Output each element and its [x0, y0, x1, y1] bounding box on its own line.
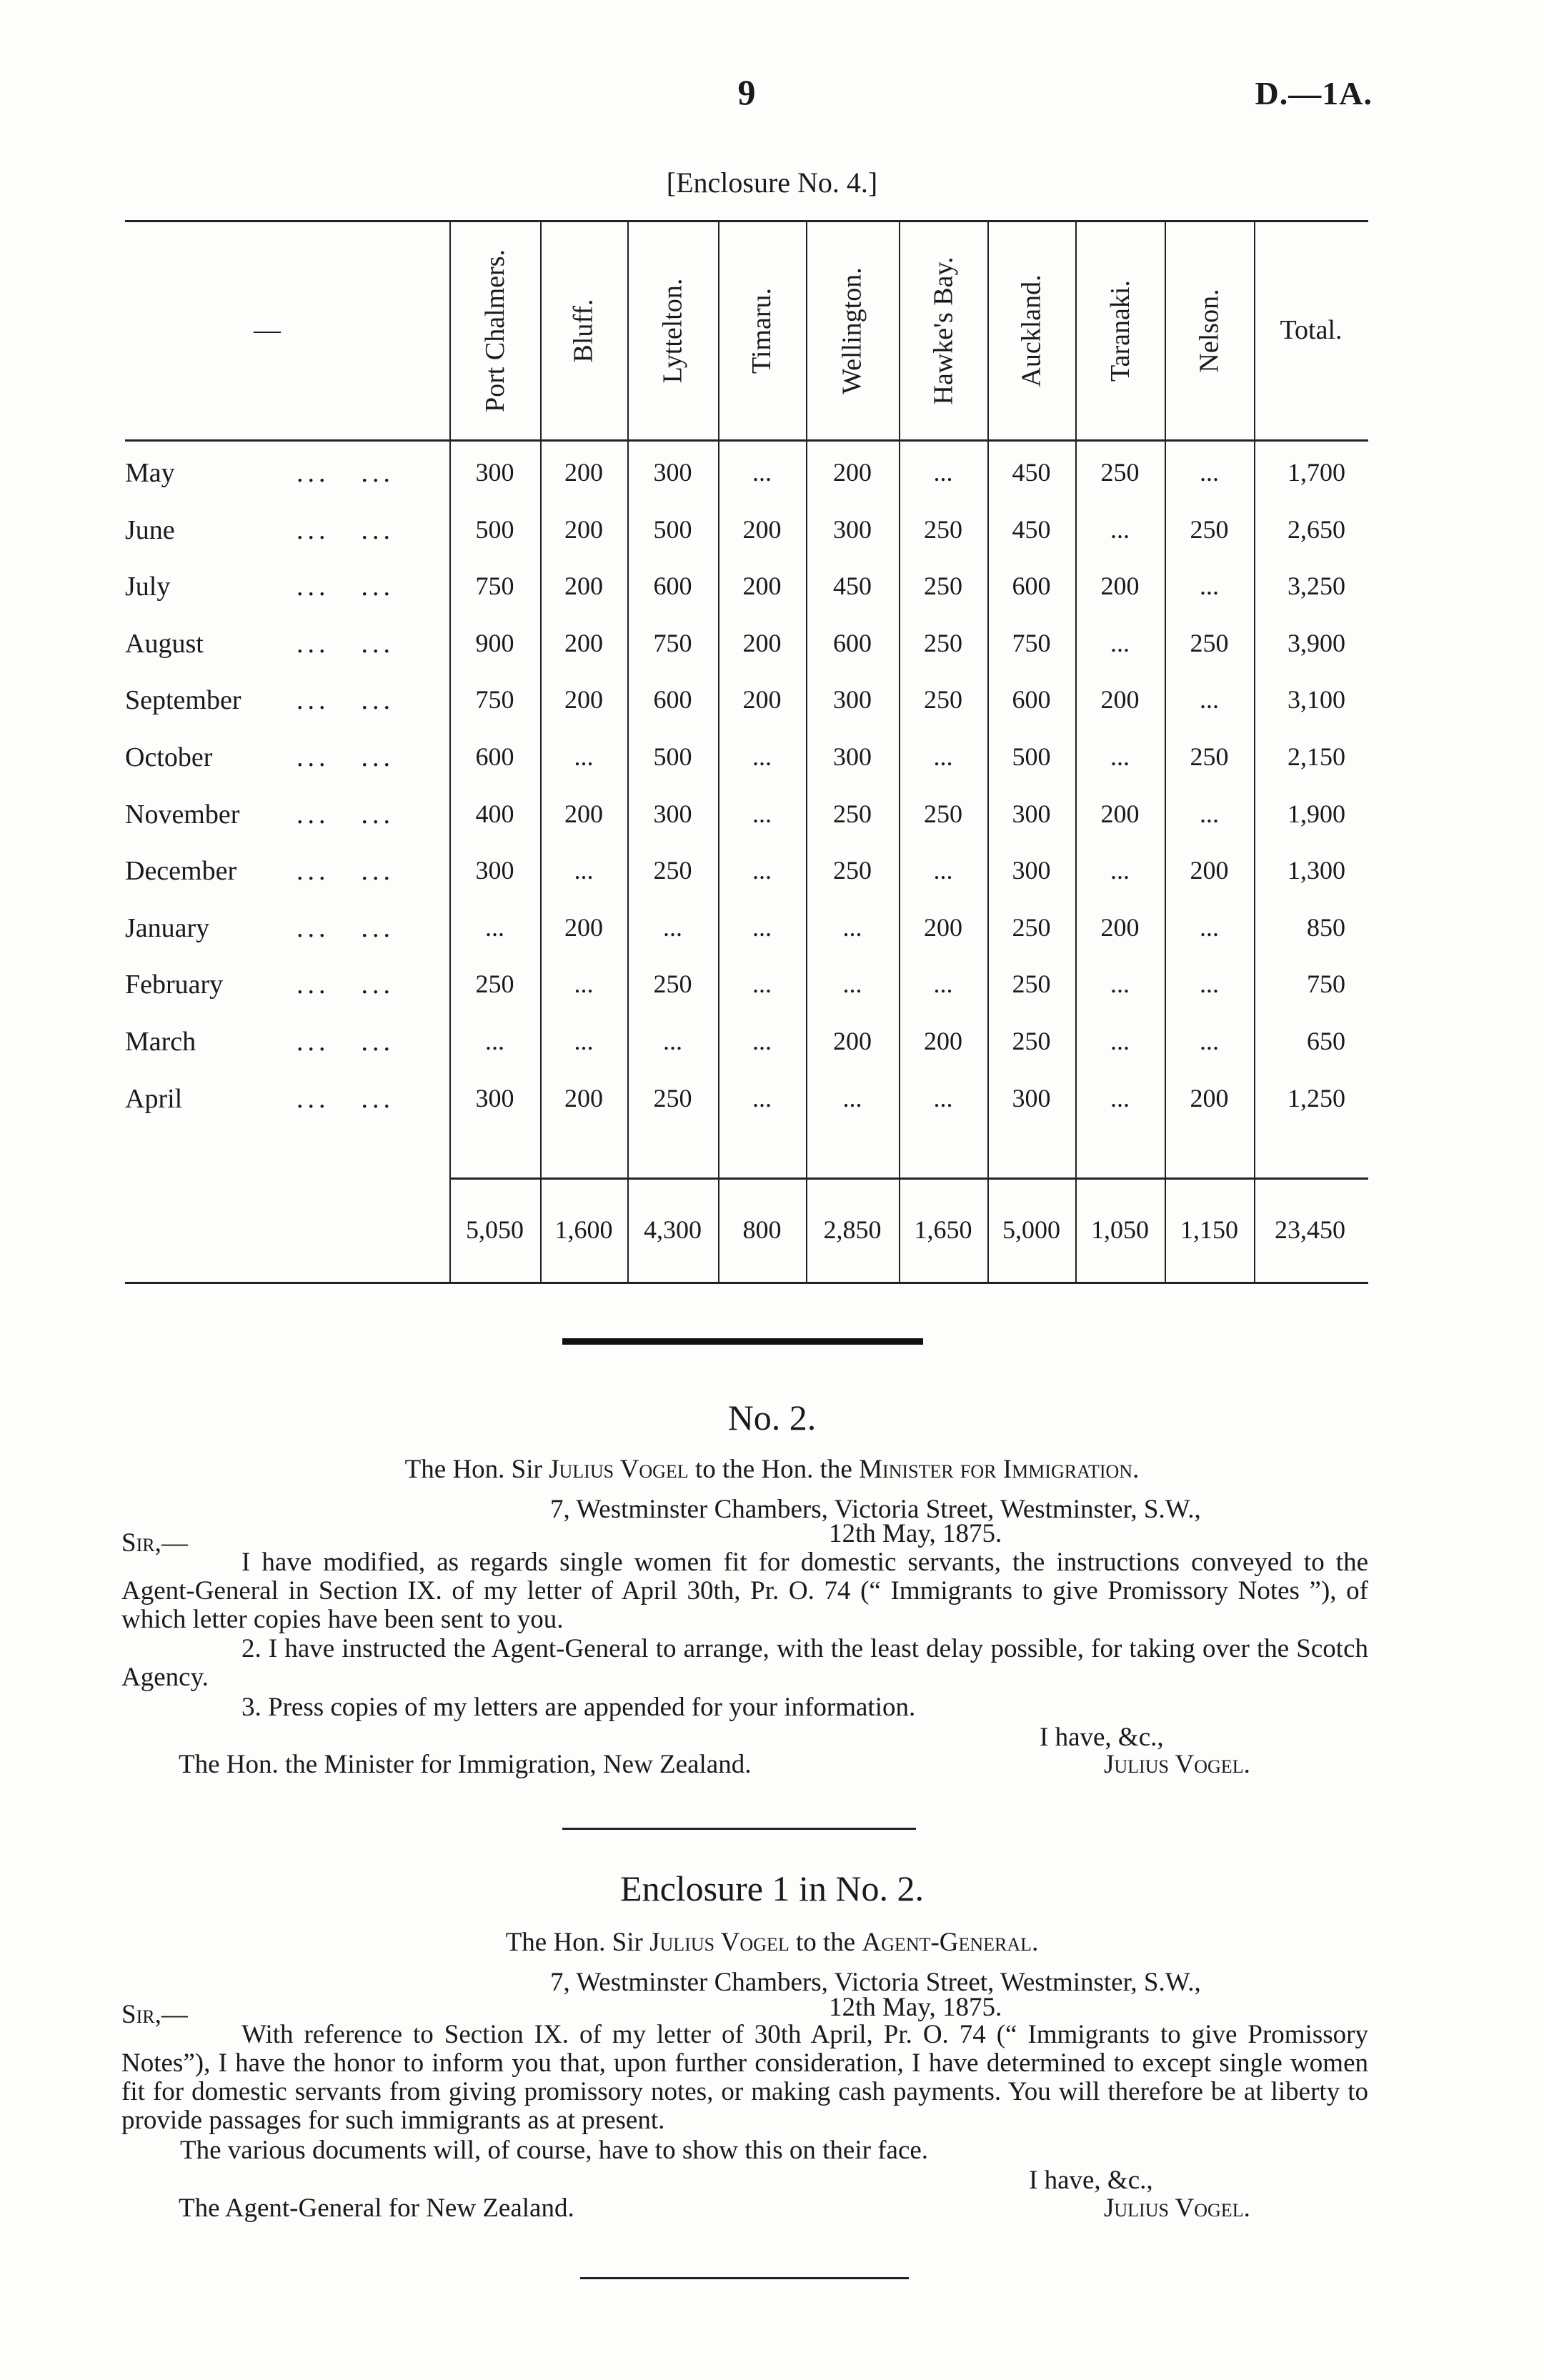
column-divider: [1165, 220, 1166, 1282]
row-total-cell: 2,150: [1288, 742, 1345, 771]
table-cell: ...: [1110, 742, 1130, 771]
letter1-heading: No. 2.: [727, 1398, 817, 1438]
table-cell: 750: [475, 685, 514, 715]
table-cell: 250: [1012, 1027, 1051, 1055]
table-cell: 250: [1012, 970, 1051, 999]
table-cell: 200: [564, 912, 603, 942]
table-cell: ...: [752, 742, 772, 771]
column-header: Hawke's Bay.: [928, 257, 958, 405]
table-cell: ...: [1200, 799, 1219, 828]
table-header-rule: [125, 439, 1368, 442]
table-cell: ...: [1200, 912, 1219, 942]
table-cell: ...: [933, 1083, 953, 1112]
table-cell: 200: [564, 1083, 603, 1112]
column-divider: [540, 220, 542, 1282]
table-cell: 200: [564, 685, 603, 715]
table-cell: ...: [933, 458, 953, 487]
table-cell: ...: [663, 1027, 682, 1055]
table-cell: 750: [1012, 628, 1051, 657]
table-cell: 600: [833, 628, 872, 657]
table-sum-rule: [449, 1177, 1368, 1180]
column-header: Bluff.: [569, 299, 599, 363]
table-cell: 250: [1012, 912, 1051, 942]
column-header: Lyttelton.: [657, 278, 688, 384]
table-cell: ...: [1200, 685, 1219, 715]
document-reference: D.—1A.: [1255, 75, 1373, 111]
table-cell: ...: [485, 912, 504, 942]
table-cell: 200: [1100, 685, 1140, 715]
table-cell: 300: [1012, 856, 1051, 885]
row-month-label: January ... ...: [125, 912, 394, 943]
header-corner-dash: —: [254, 315, 281, 345]
letter2-salutation: Sir,—: [121, 2000, 188, 2029]
table-cell: 500: [475, 514, 514, 544]
table-cell: 250: [924, 514, 962, 544]
row-total-cell: 3,250: [1288, 572, 1345, 601]
sender-name: Julius Vogel: [549, 1455, 689, 1484]
table-cell: 200: [742, 628, 782, 657]
row-month-label: April ... ...: [125, 1083, 394, 1114]
table-cell: 750: [653, 628, 692, 657]
table-cell: ...: [574, 742, 594, 771]
row-month-label: December ... ...: [125, 856, 394, 887]
table-cell: ...: [752, 799, 772, 828]
table-cell: ...: [1110, 1083, 1130, 1112]
row-total-cell: 1,250: [1288, 1083, 1345, 1112]
table-cell: ...: [485, 1027, 504, 1055]
total-column-header: Total.: [1280, 315, 1343, 345]
table-cell: ...: [1200, 458, 1219, 487]
table-cell: 450: [833, 572, 872, 601]
table-cell: 300: [1012, 799, 1051, 828]
column-total-cell: 1,600: [554, 1215, 613, 1244]
table-cell: 600: [1012, 572, 1051, 601]
table-cell: ...: [1110, 514, 1130, 544]
letter1-signature: Julius Vogel.: [1104, 1750, 1250, 1779]
column-header: Nelson.: [1194, 289, 1225, 373]
row-total-cell: 1,900: [1288, 799, 1345, 828]
table-cell: 200: [833, 1027, 872, 1055]
row-total-cell: 750: [1307, 970, 1345, 999]
column-header: Port Chalmers.: [479, 249, 510, 412]
table-cell: 200: [564, 514, 603, 544]
table-cell: 500: [653, 742, 692, 771]
column-total-cell: 4,300: [644, 1215, 702, 1244]
table-cell: ...: [574, 1027, 594, 1055]
leader-dots: ... ...: [297, 1083, 394, 1114]
table-cell: 200: [742, 514, 782, 544]
row-month-label: August ... ...: [125, 628, 394, 659]
table-cell: 600: [653, 572, 692, 601]
table-cell: 250: [1190, 514, 1229, 544]
leader-dots: ... ...: [297, 856, 394, 887]
table-cell: 300: [653, 799, 692, 828]
table-cell: 200: [1100, 799, 1140, 828]
column-total-cell: 1,150: [1180, 1215, 1238, 1244]
letter2-signature: Julius Vogel.: [1104, 2194, 1250, 2223]
table-cell: 300: [475, 1083, 514, 1112]
letter1-addressee: The Hon. the Minister for Immigration, New Zealand.: [179, 1750, 752, 1779]
letter2-heading: Enclosure 1 in No. 2.: [620, 1868, 924, 1908]
table-cell: 300: [1012, 1083, 1051, 1112]
table-bottom-rule: [125, 1282, 1368, 1284]
table-cell: 200: [564, 628, 603, 657]
letter2-address: 7, Westminster Chambers, Victoria Street, Westminster, S.W.,: [550, 1968, 1201, 1997]
leader-dots: ... ...: [297, 1027, 394, 1057]
letter2-addressee: The Agent-General for New Zealand.: [179, 2194, 574, 2223]
column-total-cell: 2,850: [823, 1215, 882, 1244]
table-cell: ...: [1110, 970, 1130, 999]
row-total-cell: 1,700: [1288, 458, 1345, 487]
table-cell: ...: [752, 970, 772, 999]
table-cell: 200: [564, 572, 603, 601]
table-cell: 250: [924, 799, 962, 828]
row-month-label: May ... ...: [125, 458, 394, 488]
letter1-date: 12th May, 1875.: [829, 1519, 1002, 1548]
table-cell: 900: [475, 628, 514, 657]
leader-dots: ... ...: [297, 799, 394, 830]
leader-dots: ... ...: [297, 970, 394, 1000]
table-cell: 200: [833, 458, 872, 487]
leader-dots: ... ...: [297, 628, 394, 659]
table-cell: 500: [653, 514, 692, 544]
table-cell: ...: [1200, 572, 1219, 601]
grand-total-cell: 23,450: [1275, 1215, 1345, 1244]
table-cell: ...: [933, 856, 953, 885]
table-cell: 300: [833, 742, 872, 771]
table-cell: 600: [653, 685, 692, 715]
table-cell: 200: [564, 799, 603, 828]
column-header: Auckland.: [1016, 274, 1047, 387]
table-cell: 600: [475, 742, 514, 771]
letter1-salutation: Sir,—: [121, 1528, 188, 1558]
table-cell: ...: [933, 742, 953, 771]
table-cell: 250: [924, 685, 962, 715]
table-cell: 300: [475, 856, 514, 885]
table-cell: ...: [842, 1083, 862, 1112]
table-cell: ...: [1200, 970, 1219, 999]
row-total-cell: 2,650: [1288, 514, 1345, 544]
table-cell: 200: [1190, 1083, 1229, 1112]
column-total-cell: 5,050: [466, 1215, 524, 1244]
letter1-paragraph-1: I have modified, as regards single women fit for domestic servants, the instructions conveyed to the Agent-General in Section IX. of my letter of April 30th, Pr. O. 74 (“ Immigrants to give Promissory Notes ”), of which letter copies have been sent to you.: [121, 1548, 1368, 1634]
row-month-label: February ... ...: [125, 970, 394, 1000]
table-cell: ...: [574, 856, 594, 885]
table-cell: 200: [924, 912, 962, 942]
table-cell: 200: [1190, 856, 1229, 885]
column-total-cell: 1,650: [914, 1215, 972, 1244]
column-divider: [987, 220, 989, 1282]
table-cell: 300: [653, 458, 692, 487]
column-divider: [899, 220, 900, 1282]
table-cell: ...: [1110, 1027, 1130, 1055]
sender-name: Julius Vogel: [649, 1928, 790, 1957]
enclosure-heading: [Enclosure No. 4.]: [666, 166, 878, 199]
table-cell: 200: [1100, 912, 1140, 942]
leader-dots: ... ...: [297, 514, 394, 545]
column-header: Timaru.: [747, 287, 777, 374]
table-cell: 300: [833, 685, 872, 715]
row-total-cell: 3,900: [1288, 628, 1345, 657]
recipient-title: Agent-General: [862, 1928, 1032, 1957]
section-thin-rule-1: [562, 1828, 916, 1830]
table-cell: ...: [842, 970, 862, 999]
letter1-paragraph-3: 3. Press copies of my letters are appended for your information.: [241, 1693, 916, 1722]
table-cell: ...: [752, 458, 772, 487]
table-cell: ...: [933, 970, 953, 999]
column-total-cell: 1,050: [1091, 1215, 1149, 1244]
letter2-paragraph-1: With reference to Section IX. of my letter of 30th April, Pr. O. 74 (“ Immigrants to give Promissory Notes”), I have the honor to inform you that, upon further consideration, I have determined to except single women fit for domestic servants from giving promissory notes, or making cash payments. You will therefore be at liberty to provide passages for such immigrants as at present.: [121, 2020, 1368, 2135]
letter1-closing: I have, &c.,: [1040, 1723, 1164, 1752]
table-top-rule: [125, 220, 1368, 222]
table-cell: ...: [1110, 628, 1130, 657]
leader-dots: ... ...: [297, 912, 394, 943]
table-cell: ...: [1200, 1027, 1219, 1055]
table-cell: 250: [653, 1083, 692, 1112]
letter2-closing: I have, &c.,: [1029, 2166, 1153, 2195]
table-cell: 500: [1012, 742, 1051, 771]
table-cell: 250: [1100, 458, 1140, 487]
row-month-label: September ... ...: [125, 685, 394, 716]
page-number: 9: [737, 72, 756, 112]
recipient-title: Minister for Immigration: [859, 1455, 1133, 1484]
column-header: Wellington.: [837, 267, 868, 394]
table-cell: 250: [1190, 628, 1229, 657]
table-cell: 250: [833, 856, 872, 885]
row-month-label: July ... ...: [125, 572, 394, 602]
table-cell: 200: [1100, 572, 1140, 601]
table-cell: 250: [1190, 742, 1229, 771]
table-cell: 400: [475, 799, 514, 828]
table-cell: 200: [924, 1027, 962, 1055]
table-cell: 300: [475, 458, 514, 487]
table-cell: 250: [833, 799, 872, 828]
table-cell: ...: [752, 1027, 772, 1055]
row-total-cell: 650: [1307, 1027, 1345, 1055]
row-month-label: June ... ...: [125, 514, 394, 545]
table-cell: 750: [475, 572, 514, 601]
table-cell: 250: [653, 856, 692, 885]
letter2-paragraph-2: The various documents will, of course, have to show this on their face.: [180, 2136, 929, 2165]
letter1-paragraph-2: 2. I have instructed the Agent-General to arrange, with the least delay possible, for taking over the Scotch Agency.: [121, 1634, 1368, 1692]
table-cell: ...: [752, 856, 772, 885]
table-cell: 250: [924, 628, 962, 657]
column-total-cell: 5,000: [1002, 1215, 1060, 1244]
table-cell: ...: [574, 970, 594, 999]
row-month-label: March ... ...: [125, 1027, 394, 1057]
row-month-label: October ... ...: [125, 742, 394, 772]
section-thin-rule-2: [580, 2277, 909, 2279]
table-cell: ...: [752, 1083, 772, 1112]
letter1-from-to: The Hon. Sir Julius Vogel to the Hon. the Minister for Immigration.: [404, 1455, 1140, 1484]
table-cell: 200: [742, 572, 782, 601]
row-month-label: November ... ...: [125, 799, 394, 830]
table-cell: ...: [842, 912, 862, 942]
column-divider: [1075, 220, 1077, 1282]
table-cell: ...: [752, 912, 772, 942]
table-cell: 250: [924, 572, 962, 601]
table-cell: 300: [833, 514, 872, 544]
letter2-date: 12th May, 1875.: [829, 1993, 1002, 2022]
column-total-cell: 800: [742, 1215, 782, 1244]
leader-dots: ... ...: [297, 742, 394, 772]
column-divider: [449, 220, 451, 1282]
table-cell: ...: [1110, 856, 1130, 885]
column-divider: [1254, 220, 1255, 1282]
letter1-address: 7, Westminster Chambers, Victoria Street, Westminster, S.W.,: [550, 1495, 1201, 1524]
column-divider: [718, 220, 719, 1282]
table-cell: 450: [1012, 458, 1051, 487]
leader-dots: ... ...: [297, 458, 394, 488]
column-divider: [806, 220, 807, 1282]
table-cell: 250: [653, 970, 692, 999]
table-cell: 200: [564, 458, 603, 487]
column-divider: [627, 220, 629, 1282]
row-total-cell: 1,300: [1288, 856, 1345, 885]
column-header: Taranaki.: [1105, 280, 1135, 382]
row-total-cell: 850: [1307, 912, 1345, 942]
leader-dots: ... ...: [297, 685, 394, 716]
table-cell: ...: [663, 912, 682, 942]
section-thick-rule: [562, 1338, 923, 1345]
letter2-from-to: The Hon. Sir Julius Vogel to the Agent-General.: [505, 1928, 1039, 1957]
row-total-cell: 3,100: [1288, 685, 1345, 715]
table-cell: 250: [475, 970, 514, 999]
table-cell: 450: [1012, 514, 1051, 544]
table-cell: 600: [1012, 685, 1051, 715]
leader-dots: ... ...: [297, 572, 394, 602]
immigration-table: [125, 220, 1368, 1292]
table-cell: 200: [742, 685, 782, 715]
